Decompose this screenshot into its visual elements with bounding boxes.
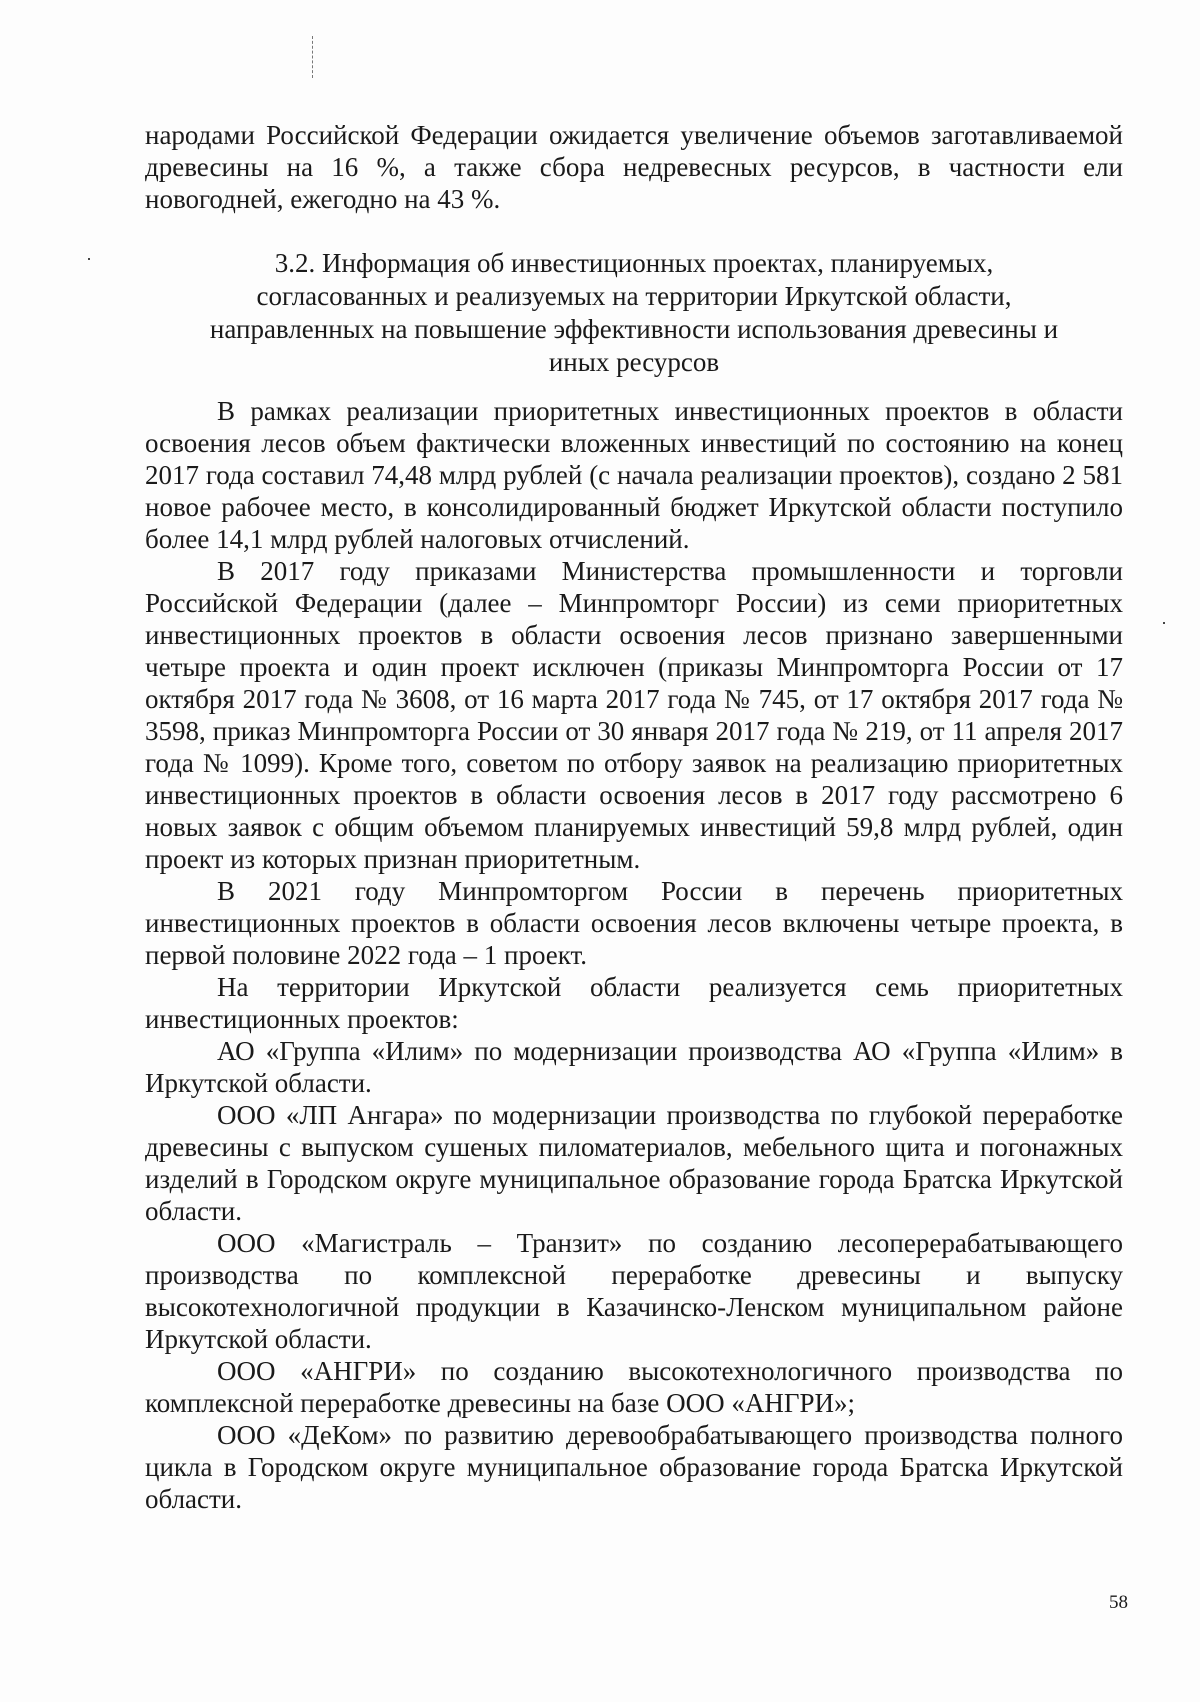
section-heading-line: 3.2. Информация об инвестиционных проектах, планируемых, [274, 248, 994, 278]
continuation-block [145, 119, 1123, 215]
scan-artifact-dot [1163, 622, 1165, 624]
paragraph-project-angri: ООО «АНГРИ» по созданию высокотехнологичного производства по комплексной переработке древесины на базе ООО «АНГРИ»; [145, 1356, 1123, 1418]
paragraph-2021-projects: В 2021 году Минпромторгом России в перечень приоритетных инвестиционных проектов в области освоения лесов включены четыре проекта, в первой половине 2022 года – 1 проект. [145, 876, 1123, 970]
paragraph-project-magistral-tranzit: ООО «Магистраль – Транзит» по созданию лесоперерабатывающего производства по комплексной переработке древесины и выпуску высокотехнологичной продукции в Казачинско-Ленском муниципальном районе Иркутской области. [145, 1228, 1123, 1354]
paragraph-project-lp-angara: ООО «ЛП Ангара» по модернизации производства по глубокой переработке древесины с выпуском сушеных пиломатериалов, мебельного щита и погонажных изделий в Городском округе муниципальное образование города Братска Иркутской области. [145, 1100, 1123, 1226]
continuation-paragraph: народами Российской Федерации ожидается увеличение объемов заготавливаемой древесины на 16 %, а также сбора недревесных ресурсов, в частности ели новогодней, ежегодно на 43 %. [145, 120, 1123, 214]
body-text [145, 395, 1123, 1515]
paragraph-2017-orders: В 2017 году приказами Министерства промышленности и торговли Российской Федерации (далее – Минпромторг России) из семи приоритетных инвестиционных проектов в области освоения лесов признано завершенными четыре проекта и один проект исключен (приказы Минпромторга России от 17 октября 2017 года № 3608, от 16 марта 2017 года № 745, от 17 октября 2017 года № 3598, приказ Минпромторга России от 30 января 2017 года № 219, от 11 апреля 2017 года № 1099). Кроме того, советом по отбору заявок на реализацию приоритетных инвестиционных проектов в области освоения лесов в 2017 году рассмотрено 6 новых заявок с общим объемом планируемых инвестиций 59,8 млрд рублей, один проект из которых признан приоритетным. [145, 556, 1123, 874]
paragraph-investments-summary: В рамках реализации приоритетных инвестиционных проектов в области освоения лесов объем фактически вложенных инвестиций по состоянию на конец 2017 года составил 74,48 млрд рублей (с начала реализации проектов), создано 2 581 новое рабочее место, в консолидированный бюджет Иркутской области поступило более 14,1 млрд рублей налоговых отчислений. [145, 396, 1123, 554]
scan-artifact-dashes [312, 36, 314, 78]
paragraph-project-ilim: АО «Группа «Илим» по модернизации производства АО «Группа «Илим» в Иркутской области. [145, 1036, 1123, 1098]
section-heading-line: направленных на повышение эффективности использования древесины и [209, 314, 1059, 344]
section-heading-line: согласованных и реализуемых на территории Иркутской области, [256, 281, 1012, 311]
section-heading-line: иных ресурсов [548, 347, 720, 377]
paragraph-seven-projects: На территории Иркутской области реализуется семь приоритетных инвестиционных проектов: [145, 972, 1123, 1034]
page-number: 58 [1109, 1592, 1128, 1613]
section-heading [145, 247, 1123, 379]
scan-artifact-dot [88, 258, 90, 260]
paragraph-project-dekom: ООО «ДеКом» по развитию деревообрабатывающего производства полного цикла в Городском округе муниципальное образование города Братска Иркутской области. [145, 1420, 1123, 1514]
